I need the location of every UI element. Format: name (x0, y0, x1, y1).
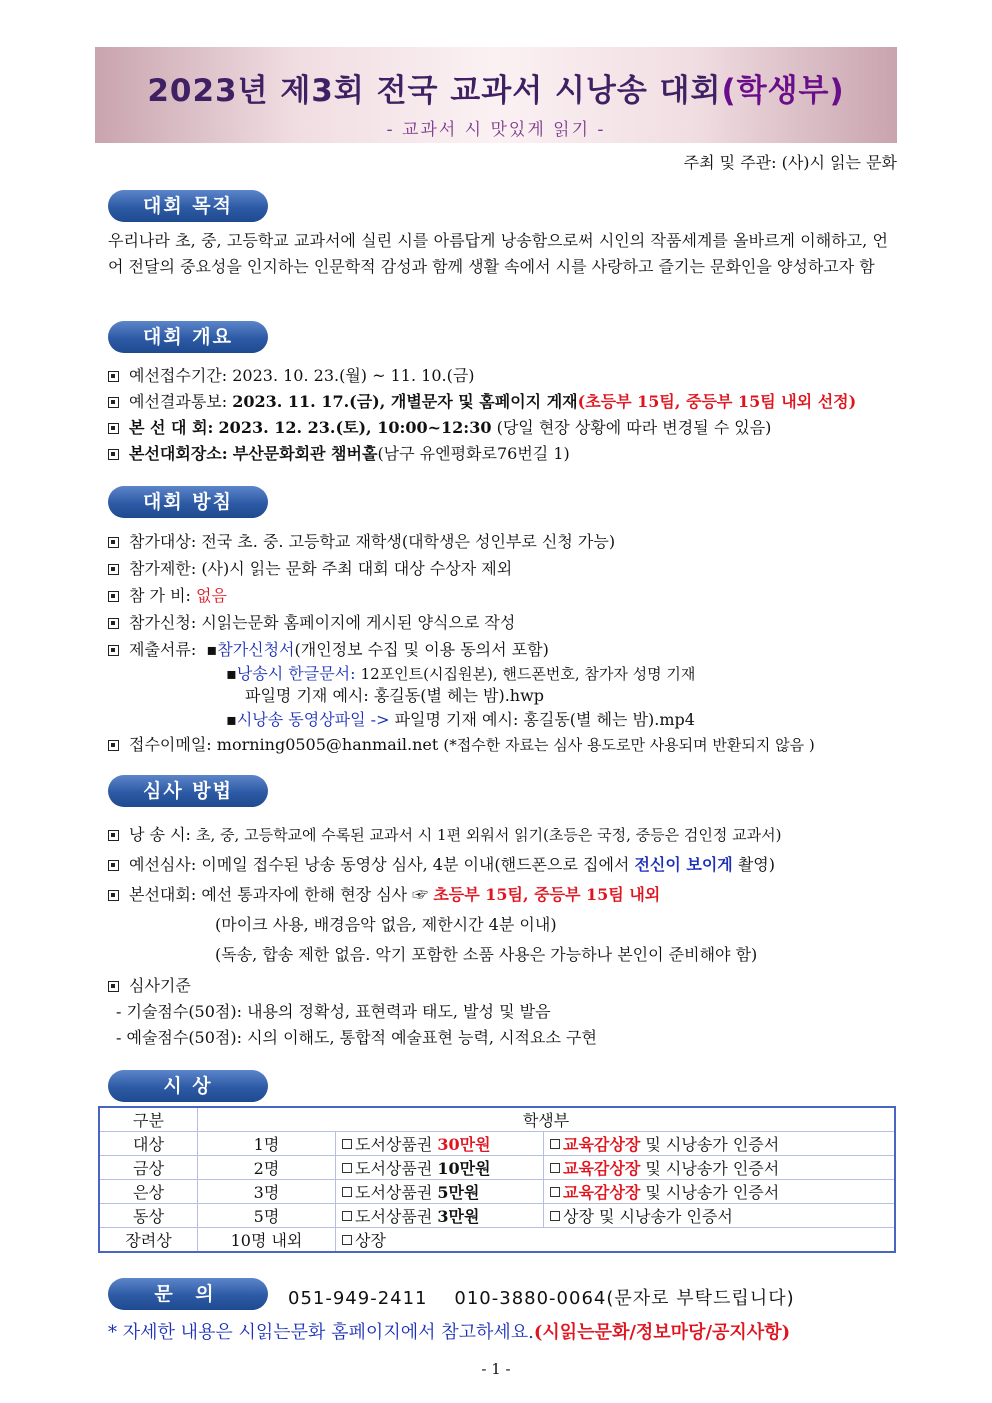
policy-apply: 참가신청: 시읽는문화 홈페이지에 게시된 양식으로 작성 (108, 610, 515, 633)
title-banner (95, 47, 897, 143)
table-row (99, 1156, 895, 1180)
judging-criteria-tech: - 기술점수(50점): 내용의 정확성, 표현력과 태도, 발성 및 발음 (116, 1002, 551, 1021)
award-cert: 상장 및 시낭송가 인증서 (544, 1204, 896, 1228)
col-header-group: 학생부 (198, 1107, 896, 1132)
overview-item-prelim-period: 예선접수기간: 2023. 10. 23.(월) ~ 11. 10.(금) (108, 363, 475, 386)
bullet-box-icon (108, 740, 119, 751)
award-cert: 교육감상장 및 시낭송가 인증서 (544, 1156, 896, 1180)
section-heading-purpose: 대회 목적 (108, 190, 268, 222)
bullet-box-icon (108, 423, 119, 434)
section-heading-policy: 대회 방침 (108, 486, 268, 518)
award-kind: 장려상 (99, 1228, 198, 1253)
purpose-text: 우리나라 초, 중, 고등학교 교과서에 실린 시를 아름답게 낭송함으로써 시인의 작품세계를 올바르게 이해하고, 언어 전달의 중요성을 인지하는 인문학적 감성과 함께 생활 속에서 시를 사랑하고 즐기는 문화인을 양성하고자 함 (108, 231, 888, 276)
award-count: 10명 내외 (198, 1228, 336, 1253)
bullet-box-icon (108, 981, 119, 992)
table-row (99, 1228, 895, 1253)
award-prize: 도서상품권 10만원 (336, 1156, 544, 1180)
policy-docs: 제출서류: ▪참가신청서(개인정보 수집 및 이용 동의서 포함) (108, 637, 549, 660)
award-kind: 은상 (99, 1180, 198, 1204)
overview-item-final: 본 선 대 회: 2023. 12. 23.(토), 10:00~12:30 (당일 현장 상황에 따라 변경될 수 있음) (108, 415, 771, 438)
policy-limit: 참가제한: (사)시 읽는 문화 주최 대회 대상 수상자 제외 (108, 556, 512, 579)
award-prize: 도서상품권 30만원 (336, 1132, 544, 1156)
awards-table (98, 1106, 896, 1253)
judging-criteria: 심사기준 (108, 973, 191, 996)
judging-criteria-art: - 예술점수(50점): 시의 이해도, 통합적 예술표현 능력, 시적요소 구현 (116, 1028, 597, 1047)
award-prize: 도서상품권 5만원 (336, 1180, 544, 1204)
award-cert: 교육감상장 및 시낭송가 인증서 (544, 1132, 896, 1156)
table-header-row (99, 1107, 895, 1132)
bullet-box-icon (108, 618, 119, 629)
policy-doc-hwp: ▪낭송시 한글문서: 12포인트(시집원본), 핸드폰번호, 참가자 성명 기재 (226, 664, 696, 683)
page-subtitle: - 교과서 시 맛있게 읽기 - (386, 120, 606, 140)
policy-fee: 참 가 비: 없음 (108, 583, 227, 606)
policy-doc-video: ▪시낭송 동영상파일 -> 파일명 기재 예시: 홍길동(별 헤는 밤).mp4 (226, 710, 695, 729)
award-count: 5명 (198, 1204, 336, 1228)
table-row (99, 1180, 895, 1204)
page-title: 2023년 제3회 전국 교과서 시낭송 대회(학생부) (147, 73, 845, 109)
award-prize: 상장 (336, 1228, 896, 1253)
policy-doc-hwp-example: 파일명 기재 예시: 홍길동(별 헤는 밤).hwp (245, 686, 545, 705)
policy-target: 참가대상: 전국 초. 중. 고등학교 재학생(대학생은 성인부로 신청 가능) (108, 529, 615, 552)
email-address[interactable]: morning0505@hanmail.net (216, 735, 439, 754)
bullet-box-icon (108, 645, 119, 656)
award-kind: 대상 (99, 1132, 198, 1156)
bullet-box-icon (108, 537, 119, 548)
section-heading-contact: 문 의 (108, 1278, 268, 1310)
bullet-box-icon (108, 397, 119, 408)
table-row (99, 1132, 895, 1156)
award-kind: 동상 (99, 1204, 198, 1228)
award-count: 1명 (198, 1132, 336, 1156)
award-count: 3명 (198, 1180, 336, 1204)
award-prize: 도서상품권 3만원 (336, 1204, 544, 1228)
bullet-box-icon (108, 371, 119, 382)
bullet-box-icon (108, 591, 119, 602)
page-number: - 1 - (481, 1360, 511, 1378)
bullet-box-icon (108, 564, 119, 575)
organizer-text: 주최 및 주관: (사)시 읽는 문화 (683, 153, 897, 172)
section-heading-judging: 심사 방법 (108, 775, 268, 807)
homepage-note: * 자세한 내용은 시읽는문화 홈페이지에서 참고하세요.(시읽는문화/정보마당/공지사항) (108, 1322, 791, 1343)
bullet-box-icon (108, 449, 119, 460)
bullet-box-icon (108, 860, 119, 871)
award-count: 2명 (198, 1156, 336, 1180)
bullet-box-icon (108, 830, 119, 841)
award-kind: 금상 (99, 1156, 198, 1180)
judging-final-note1: (마이크 사용, 배경음악 없음, 제한시간 4분 이내) (215, 915, 557, 934)
judging-prelim: 예선심사: 이메일 접수된 낭송 동영상 심사, 4분 이내(핸드폰으로 집에서 전신이 보이게 촬영) (108, 852, 775, 875)
table-row (99, 1204, 895, 1228)
judging-recite: 낭 송 시: 초, 중, 고등학교에 수록된 교과서 시 1편 외워서 읽기(초등은 국정, 중등은 검인정 교과서) (108, 822, 781, 845)
col-header-kind: 구분 (99, 1107, 198, 1132)
overview-item-venue: 본선대회장소: 부산문화회관 챔버홀(남구 유엔평화로76번길 1) (108, 441, 570, 464)
contact-phones: 051-949-2411 010-3880-0064(문자로 부탁드립니다) (288, 1288, 795, 1309)
judging-final-note2: (독송, 합송 제한 없음. 악기 포함한 소품 사용은 가능하나 본인이 준비해야 함) (215, 945, 758, 964)
award-cert: 교육감상장 및 시낭송가 인증서 (544, 1180, 896, 1204)
section-heading-awards: 시 상 (108, 1070, 268, 1102)
bullet-box-icon (108, 890, 119, 901)
section-heading-overview: 대회 개요 (108, 321, 268, 353)
policy-email: 접수이메일: morning0505@hanmail.net (*접수한 자료는 심사 용도로만 사용되며 반환되지 않음 ) (108, 732, 815, 755)
judging-final: 본선대회: 예선 통과자에 한해 현장 심사 ☞ 초등부 15팀, 중등부 15팀 내외 (108, 882, 660, 905)
overview-item-prelim-result: 예선결과통보: 2023. 11. 17.(금), 개별문자 및 홈페이지 게재(초등부 15팀, 중등부 15팀 내외 선정) (108, 389, 856, 412)
